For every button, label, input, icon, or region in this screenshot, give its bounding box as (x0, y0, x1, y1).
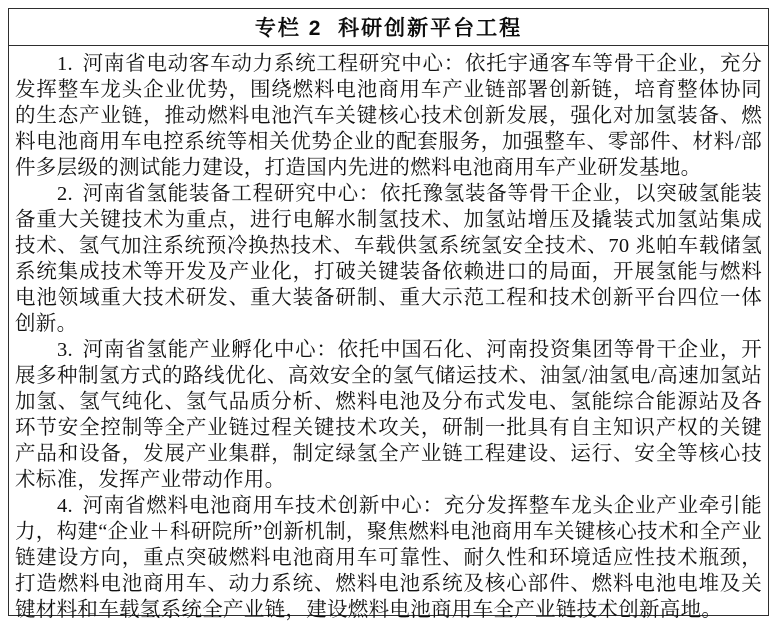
paragraph-number: 4. (57, 495, 73, 517)
panel-title (9, 9, 768, 46)
paragraph-text: 河南省燃料电池商用车技术创新中心：充分发挥整车龙头企业产业牵引能力，构建“企业＋科研院所”创新机制，聚焦燃料电池商用车关键核心技术和全产业链建设方向，重点突破燃料电池商用车可靠性、耐久性和环境适应性技术瓶颈，打造燃料电池商用车、动力系统、燃料电池系统及核心部件、燃料电池电堆及关键材料和车载氢系统全产业链，建设燃料电池商用车全产业链技术创新高地。 (15, 495, 762, 621)
panel-body (9, 46, 768, 623)
paragraph (15, 181, 762, 337)
paragraph (15, 337, 762, 493)
paragraph-text: 河南省氢能装备工程研究中心：依托豫氢装备等骨干企业，以突破氢能装备重大关键技术为重点，进行电解水制氢技术、加氢站增压及撬装式加氢站集成技术、氢气加注系统预冷换热技术、车载供氢系统氢安全技术、70 兆帕车载储氢系统集成技术等开发及产业化，打破关键装备依赖进口的局面，开展氢能与燃料电池领域重大技术研发、重大装备研制、重大示范工程和技术创新平台四位一体创新。 (15, 183, 762, 335)
paragraph-number: 3. (57, 339, 73, 361)
panel-title-prefix: 专栏 2 (254, 17, 323, 40)
paragraph (15, 493, 762, 623)
paragraph-text: 河南省电动客车动力系统工程研究中心：依托宇通客车等骨干企业，充分发挥整车龙头企业优势，围绕燃料电池商用车产业链部署创新链，培育整体协同的生态产业链，推动燃料电池汽车关键核心技术创新发展，强化对加氢装备、燃料电池商用车电控系统等相关优势企业的配套服务，加强整车、零部件、材料/部件多层级的测试能力建设，打造国内先进的燃料电池商用车产业研发基地。 (15, 53, 762, 179)
paragraph (15, 51, 762, 181)
paragraph-text: 河南省氢能产业孵化中心：依托中国石化、河南投资集团等骨干企业，开展多种制氢方式的路线优化、高效安全的氢气储运技术、油氢/油氢电/高速加氢站加氢、氢气纯化、氢气品质分析、燃料电池及分布式发电、氢能综合能源站及各环节安全控制等全产业链过程关键技术攻关，研制一批具有自主知识产权的关键产品和设备，发展产业集群，制定绿氢全产业链工程建设、运行、安全等核心技术标准，发挥产业带动作用。 (15, 339, 762, 491)
paragraph-number: 1. (57, 53, 73, 75)
panel-box (8, 8, 769, 621)
panel-title-text: 科研创新平台工程 (338, 17, 523, 40)
paragraph-number: 2. (57, 183, 73, 205)
